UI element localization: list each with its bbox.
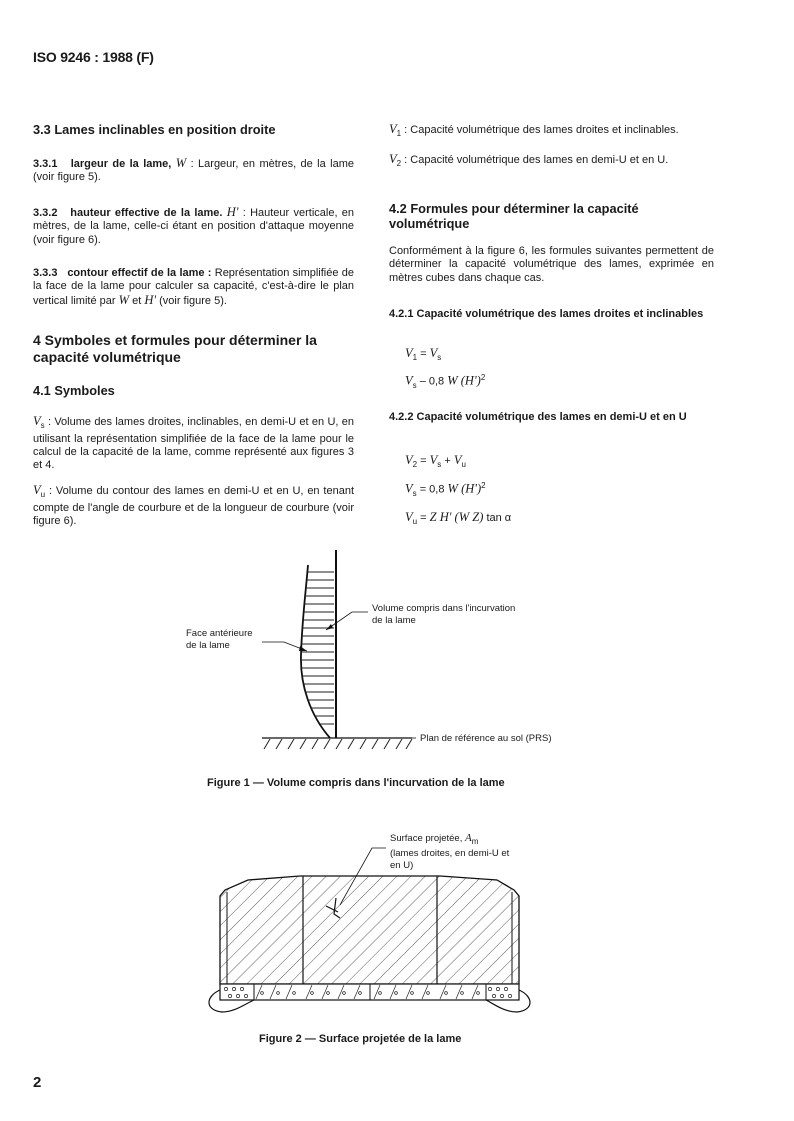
figure-1-caption: Figure 1 — Volume compris dans l'incurvation de la lame — [207, 777, 505, 789]
symbol: V — [405, 510, 413, 524]
operator: – 0,8 — [419, 375, 445, 388]
term: contour effectif de la lame : — [67, 267, 212, 279]
label-line: de la lame — [186, 640, 230, 651]
symbol: V — [429, 346, 438, 360]
section-number: 3.3.1 — [33, 158, 58, 170]
section-4-title-line2: capacité volumétrique — [33, 349, 181, 365]
expression: Z H' (W Z) — [429, 510, 484, 524]
definition: : Volume du contour des lames en demi-U et en U, en tenant compte de l'angle de courbure et de la longueur de courbure (voir figure 6). — [33, 485, 354, 527]
symbol-h: H' — [144, 292, 157, 307]
expression: tan α — [486, 512, 512, 524]
definition: : Capacité volumétrique des lames droites et inclinables. — [404, 124, 679, 136]
label-prs: Plan de référence au sol (PRS) — [420, 733, 552, 744]
symbol-v: V — [33, 414, 41, 428]
section-4-2-title-line1: 4.2 Formules pour déterminer la capacité — [389, 201, 639, 216]
reference: (voir figure 5). — [159, 294, 227, 307]
definition: : Capacité volumétrique des lames en demi-U et en U. — [404, 154, 669, 166]
symbol: V — [453, 453, 462, 467]
subscript: s — [40, 421, 45, 431]
definition: : Hauteur verticale, en mètres, de la lame, celle-ci étant en position d'attaque moyenne (voir figure 6). — [33, 207, 355, 246]
label-face — [186, 628, 253, 652]
label-line: en U) — [390, 859, 414, 871]
page-number: 2 — [33, 1074, 42, 1091]
subscript: 2 — [396, 159, 402, 169]
label-line: (lames droites, en demi-U et — [390, 847, 510, 859]
superscript: 2 — [480, 373, 486, 382]
operator: + — [444, 455, 451, 467]
definition: : Volume des lames droites, inclinables, en demi-U et en U, en utilisant la représentation simplifiée de la face de la lame pour le calcul de la capacité de la lame, comme représenté aux figures 3 et 4. — [33, 416, 354, 472]
arrow-icon — [326, 624, 333, 630]
conjunction: et — [132, 294, 142, 307]
symbol-h: H' — [226, 205, 239, 219]
section-number: 3.3.2 — [33, 207, 58, 219]
symbol: V — [405, 481, 413, 496]
expression: W (H') — [447, 373, 481, 388]
label-line: de la lame — [372, 615, 416, 626]
subscript: u — [461, 460, 466, 470]
document-header: ISO 9246 : 1988 (F) — [33, 49, 154, 65]
subscript: m — [471, 836, 479, 846]
section-4-2-1-title: 4.2.1 Capacité volumétrique des lames droites et inclinables — [389, 308, 704, 320]
subscript: s — [412, 380, 417, 390]
symbol-v: V — [389, 152, 397, 166]
subscript: 1 — [396, 129, 402, 139]
symbol-w: W — [118, 292, 130, 307]
ground-hatching — [264, 739, 412, 749]
section-4-2-title-line2: volumétrique — [389, 216, 470, 231]
expression: W (H') — [447, 481, 482, 496]
operator: = — [420, 455, 427, 467]
superscript: 2 — [481, 481, 486, 490]
subscript: u — [412, 517, 418, 527]
symbol-a: A — [465, 832, 472, 844]
arrow-icon — [299, 646, 307, 651]
subscript: 2 — [412, 460, 418, 470]
section-4-2-text: Conformément à la figure 6, les formules suivantes permettent de déterminer la capacité volumétrique des lames, exprimée en mètres cubes dans chaque cas. — [389, 245, 714, 284]
label-volume — [372, 603, 515, 627]
subscript: u — [40, 490, 46, 500]
operator: = — [420, 348, 427, 360]
label-surface — [390, 832, 509, 872]
section-4-2-2-title: 4.2.2 Capacité volumétrique des lames en demi-U et en U — [389, 411, 687, 423]
subscript: s — [412, 488, 417, 498]
subscript: 1 — [412, 353, 418, 363]
subscript: s — [437, 353, 442, 363]
symbol: V — [405, 453, 413, 467]
figure-2-blade — [209, 876, 530, 1012]
definition: : Largeur, en mètres, de la lame (voir figure 5). — [33, 158, 354, 184]
definition: Représentation simplifiée de la face de la lame pour calculer sa capacité, c'est-à-dire le plan vertical limité par — [33, 267, 354, 307]
label-line: Surface projetée, — [390, 833, 463, 844]
operator: = 0,8 — [419, 483, 445, 496]
subscript: s — [437, 460, 442, 470]
label-line: Face antérieure — [186, 628, 253, 639]
term: hauteur effective de la lame. — [70, 207, 223, 219]
section-4-1-title: 4.1 Symboles — [33, 383, 115, 398]
section-4-title-line1: 4 Symboles et formules pour déterminer la — [33, 332, 317, 348]
symbol-v: V — [389, 122, 397, 136]
symbol: V — [405, 373, 413, 388]
section-3-3-title: 3.3 Lames inclinables en position droite — [33, 122, 276, 137]
term: largeur de la lame, — [70, 158, 172, 170]
symbol-v: V — [33, 483, 41, 497]
symbol: V — [429, 453, 438, 467]
section-number: 3.3.3 — [33, 267, 58, 279]
symbol: V — [405, 346, 413, 360]
label-line: Volume compris dans l'incurvation — [372, 603, 516, 614]
operator: = — [420, 512, 427, 524]
symbol-w: W — [175, 156, 187, 170]
blade-face-curve — [301, 565, 330, 738]
figure-2-caption: Figure 2 — Surface projetée de la lame — [259, 1033, 462, 1045]
